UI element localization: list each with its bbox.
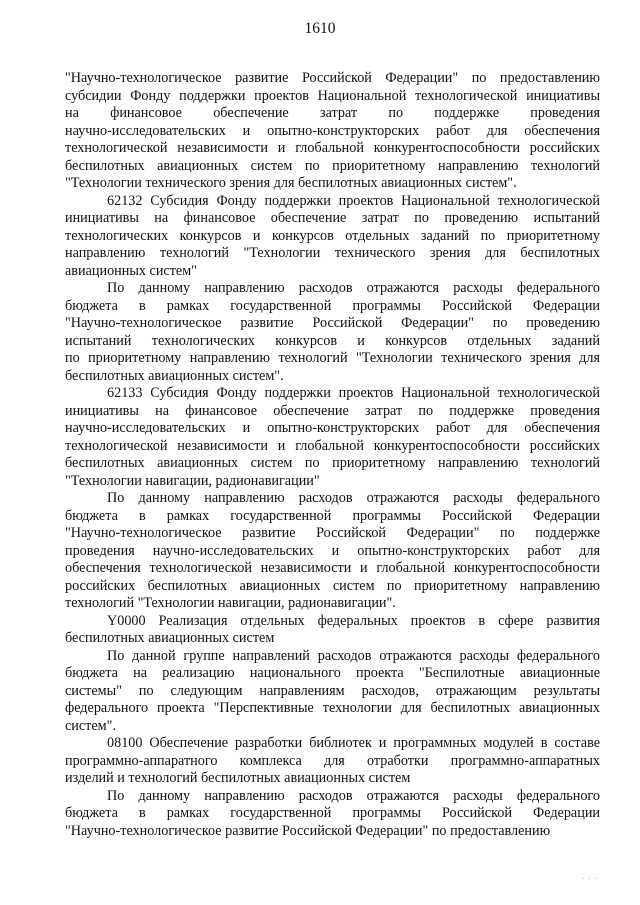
text-line: изделий и технологий беспилотных авиационных систем [65,770,411,786]
text-line: инициативы на финансовое обеспечение затрат по поддержке проведения [65,402,600,419]
text-line: научно-исследовательских и опытно-конструкторских работ для обеспечения [65,122,600,139]
text-line: испытаний технологических конкурсов и конкурсов отдельных заданий [65,332,600,349]
text-line: направлению технологий "Технологии технического зрения для беспилотных [65,245,600,261]
text-line: обеспечения технологической независимости и глобальной конкурентоспособности [65,560,600,576]
paragraph [65,735,600,788]
text-line: По данной группе направлений расходов отражаются расходы федерального [107,647,600,664]
text-line: 62132 Субсидия Фонду поддержки проектов Национальной технологической [107,192,600,209]
text-line: системы" по следующим направлениям расходов, отражающим результаты [65,682,600,699]
paragraph [65,490,600,613]
document-body [65,70,600,840]
paragraph [65,193,600,281]
text-line: 62133 Субсидия Фонду поддержки проектов Национальной технологической [107,385,600,401]
text-line: субсидии Фонду поддержки проектов Национальной технологической инициативы [65,87,600,104]
text-line: федерального проекта "Перспективные технологии для беспилотных авиационных [65,700,600,716]
text-line: технологий "Технологии навигации, радионавигации". [65,595,396,611]
text-line: беспилотных авиационных систем по приоритетному направлению технологий [65,157,600,174]
paragraph [65,70,600,193]
text-line: технологической независимости и глобальной конкурентоспособности российских [65,437,600,454]
text-line: бюджета в рамках государственной программы Российской Федерации [65,297,600,314]
paragraph [65,613,600,648]
text-line: программно-аппаратного комплекса для отработки программно-аппаратных [65,752,600,769]
text-line: По данному направлению расходов отражаются расходы федерального [107,787,600,804]
paragraph [65,648,600,736]
text-line: на финансовое обеспечение затрат по поддержке проведения [65,105,600,121]
text-line: По данному направлению расходов отражаются расходы федерального [107,490,600,506]
text-line: 08100 Обеспечение разработки библиотек и программных модулей в составе [107,735,600,751]
paragraph [65,280,600,385]
text-line: "Научно-технологическое развитие Российской Федерации" по поддержке [65,525,600,541]
text-line: бюджета в рамках государственной программы Российской Федерации [65,805,600,821]
text-line: По данному направлению расходов отражаются расходы федерального [107,280,600,296]
text-line: авиационных систем" [65,262,197,279]
text-line: технологических конкурсов и конкурсов отдельных заданий по приоритетному [65,227,600,244]
scan-mark: · · · [582,875,599,883]
paragraph [65,788,600,841]
text-line: инициативы на финансовое обеспечение затрат по проведению испытаний [65,210,600,226]
text-line: "Научно-технологическое развитие Российской Федерации" по проведению [65,315,600,331]
text-line: беспилотных авиационных систем". [65,367,284,384]
text-line: российских беспилотных авиационных систем по приоритетному направлению [65,577,600,594]
text-line: по приоритетному направлению технологий "Технологии технического зрения для [65,350,600,366]
text-line: научно-исследовательских и опытно-конструкторских работ для обеспечения [65,420,600,436]
text-line: бюджета в рамках государственной программы Российской Федерации [65,507,600,524]
text-line: "Научно-технологическое развитие Российской Федерации" по предоставлению [65,822,551,839]
text-line: "Технологии навигации, радионавигации" [65,472,320,489]
text-line: беспилотных авиационных систем [65,630,275,646]
paragraph [65,385,600,490]
text-line: систем". [65,717,117,734]
text-line: Y0000 Реализация отдельных федеральных проектов в сфере развития [107,612,600,629]
text-line: беспилотных авиационных систем по приоритетному направлению технологий [65,455,600,471]
text-line: "Научно-технологическое развитие Российской Федерации" по предоставлению [65,70,600,86]
text-line: проведения научно-исследовательских и опытно-конструкторских работ для [65,542,600,559]
text-line: бюджета на реализацию национального проекта "Беспилотные авиационные [65,665,600,681]
text-line: "Технологии технического зрения для беспилотных авиационных систем". [65,175,517,191]
text-line: технологической независимости и глобальной конкурентоспособности российских [65,140,600,156]
page-number: 1610 [304,20,336,37]
